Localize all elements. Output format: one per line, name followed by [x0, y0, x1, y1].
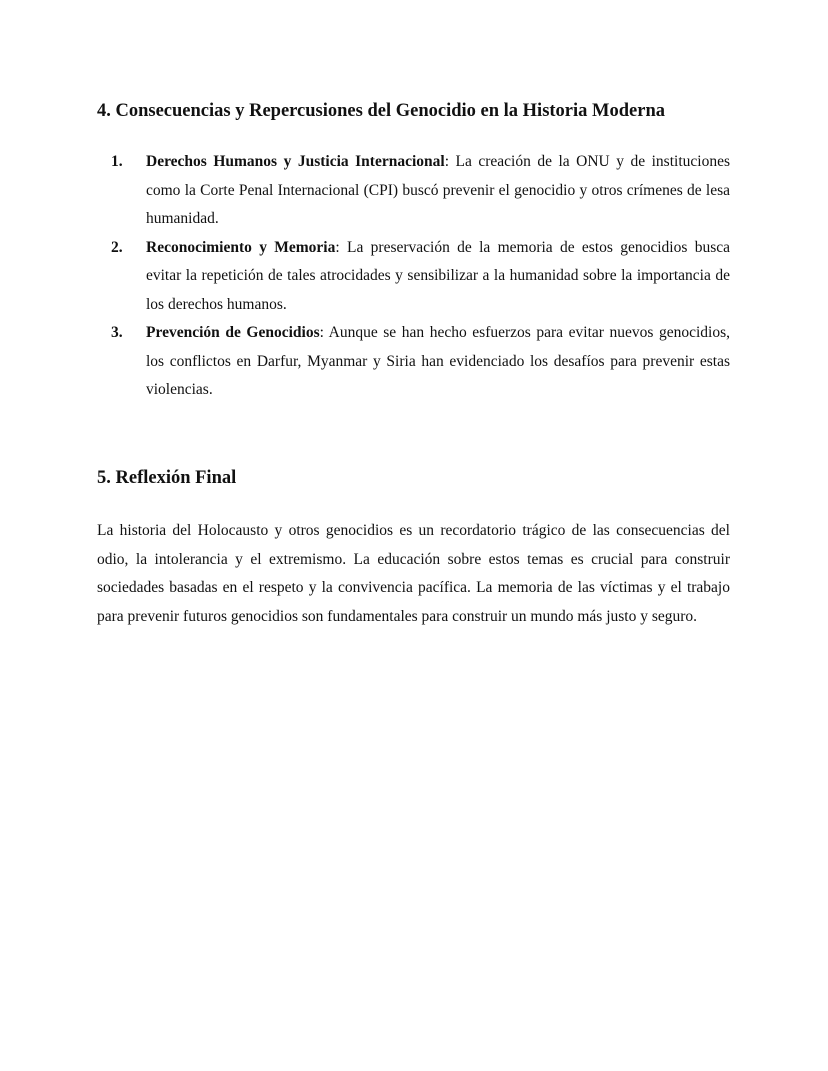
- list-item-term: Reconocimiento y Memoria: [146, 238, 336, 256]
- list-item-number: 2.: [111, 238, 123, 256]
- section-heading-final-reflection: 5. Reflexión Final: [97, 468, 237, 488]
- list-item-number: 3.: [111, 324, 123, 341]
- list-item-term: Prevención de Genocidios: [146, 324, 320, 341]
- list-item-text: : Aunque se han hecho esfuerzos para evitar nuevos genocidios, los conflictos en Darfur, Myanmar y Siria han evidenciado los desafíos para prevenir estas violencias.: [146, 324, 730, 398]
- list-item-text: : La preservación de la memoria de estos genocidios busca evitar la repetición de tales atrocidades y sensibilizar a la humanidad sobre la importancia de los derechos humanos.: [146, 238, 730, 313]
- list-item: [97, 319, 730, 405]
- list-item: [97, 234, 730, 320]
- list-item-text: : La creación de la ONU y de instituciones como la Corte Penal Internacional (CPI) buscó prevenir el genocidio y otros crímenes de lesa humanidad.: [146, 153, 730, 227]
- list-item-term: Derechos Humanos y Justicia Internacional: [146, 153, 445, 170]
- list-item-number: 1.: [111, 153, 123, 170]
- final-reflection-paragraph: La historia del Holocausto y otros genocidios es un recordatorio trágico de las consecuencias del odio, la intolerancia y el extremismo. La educación sobre estos temas es crucial para construir sociedades basadas en el respeto y la convivencia pacífica. La memoria de las víctimas y el trabajo para prevenir futuros genocidios son fundamentales para construir un mundo más justo y seguro.: [97, 522, 730, 625]
- section-heading-consequences: 4. Consecuencias y Repercusiones del Genocidio en la Historia Moderna: [97, 101, 665, 121]
- consequences-list: [97, 148, 730, 405]
- list-item: [97, 148, 730, 234]
